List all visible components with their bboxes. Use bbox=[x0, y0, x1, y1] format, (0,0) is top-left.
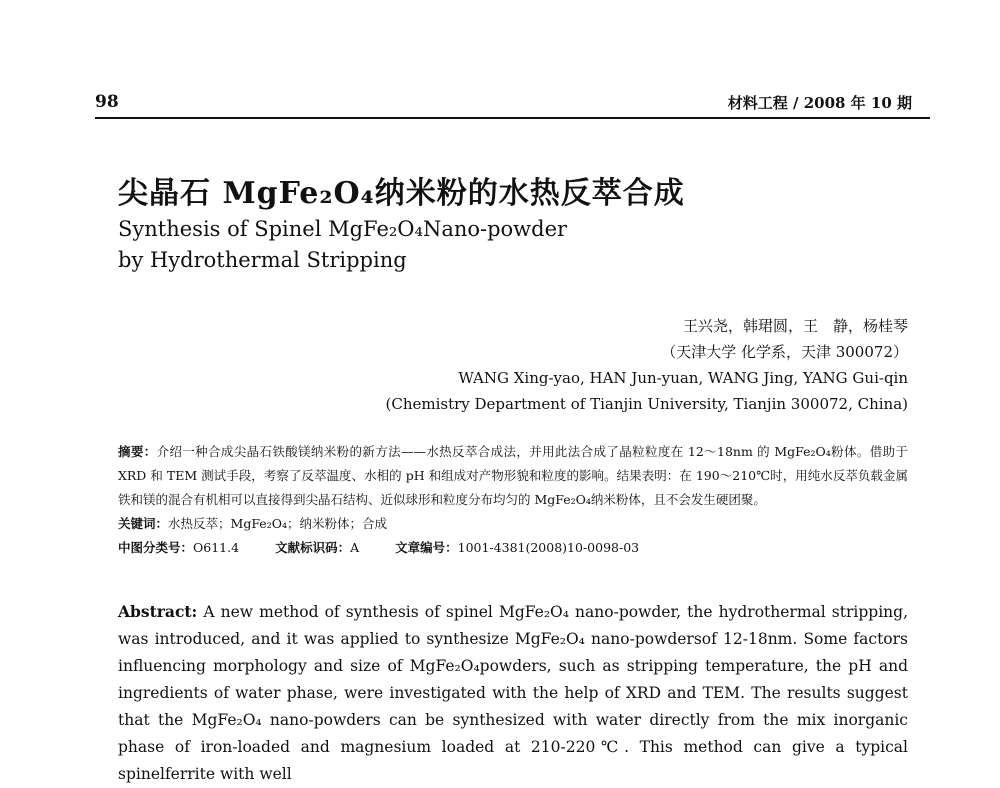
abstract-chinese-label: 摘要： bbox=[118, 444, 157, 459]
abstract-chinese bbox=[118, 440, 908, 512]
clc-label: 中图分类号： bbox=[118, 540, 194, 555]
page-number: 98 bbox=[95, 92, 119, 112]
title-chinese: 尖晶石 MgFe₂O₄纳米粉的水热反萃合成 bbox=[118, 176, 685, 211]
authors-english: WANG Xing-yao, HAN Jun-yuan, WANG Jing, YANG Gui-qin bbox=[458, 369, 908, 387]
title-english-line-1: Synthesis of Spinel MgFe₂O₄Nano-powder bbox=[118, 217, 568, 241]
clc-value: O611.4 bbox=[193, 540, 240, 555]
classification-row bbox=[118, 536, 908, 560]
authors-chinese: 王兴尧，韩珺圆，王 静，杨桂琴 bbox=[682, 317, 908, 335]
keywords-label: 关键词： bbox=[118, 516, 169, 531]
article-no-label: 文章编号： bbox=[395, 540, 458, 555]
doc-code-label: 文献标识码： bbox=[275, 540, 351, 555]
keywords bbox=[118, 512, 908, 536]
affiliation-chinese: （天津大学 化学系，天津 300072） bbox=[661, 343, 908, 361]
header-rule bbox=[95, 117, 930, 119]
abstract-chinese-text: 介绍一种合成尖晶石铁酸镁纳米粉的新方法——水热反萃合成法，并用此法合成了晶粒粒度在 12～18nm 的 MgFe₂O₄粉体。借助于 XRD 和 TEM 测试手段，考察了反萃温度、水相的 pH 和组成对产物形貌和粒度的影响。结果表明：在 190～210℃时，用纯水反萃负载金属铁和镁的混合有机相可以直接得到尖晶石结构、近似球形和粒度分布均匀的 MgFe₂O₄纳米粉体，且不会发生硬团聚。 bbox=[118, 444, 908, 507]
abstract-english-label: Abstract: bbox=[118, 602, 198, 621]
doc-code-value: A bbox=[350, 540, 360, 555]
authors-block bbox=[386, 313, 909, 417]
abstract-chinese-block bbox=[118, 440, 908, 560]
keywords-text: 水热反萃；MgFe₂O₄；纳米粉体；合成 bbox=[168, 516, 387, 531]
article-no-value: 1001-4381(2008)10-0098-03 bbox=[457, 540, 640, 555]
title-english-line-2: by Hydrothermal Stripping bbox=[118, 248, 407, 272]
affiliation-english: (Chemistry Department of Tianjin University, Tianjin 300072, China) bbox=[385, 395, 908, 413]
title-english bbox=[118, 214, 718, 276]
journal-header: 材料工程 / 2008 年 10 期 bbox=[727, 94, 912, 112]
abstract-english-text: A new method of synthesis of spinel MgFe₂O₄ nano-powder, the hydrothermal stripping, was introduced, and it was applied to synthesize MgFe₂O₄ nano-powdersof 12-18nm. Some factors influencing morphology and size of MgFe₂O₄powders, such as stripping temperature, the pH and ingredients of water phase, were investigated with the help of XRD and TEM. The results suggest that the MgFe₂O₄ nano-powders can be synthesized with water directly from the mix inorganic phase of iron-loaded and magnesium loaded at 210-220℃. This method can give a typical spinelferrite with well bbox=[118, 603, 908, 783]
